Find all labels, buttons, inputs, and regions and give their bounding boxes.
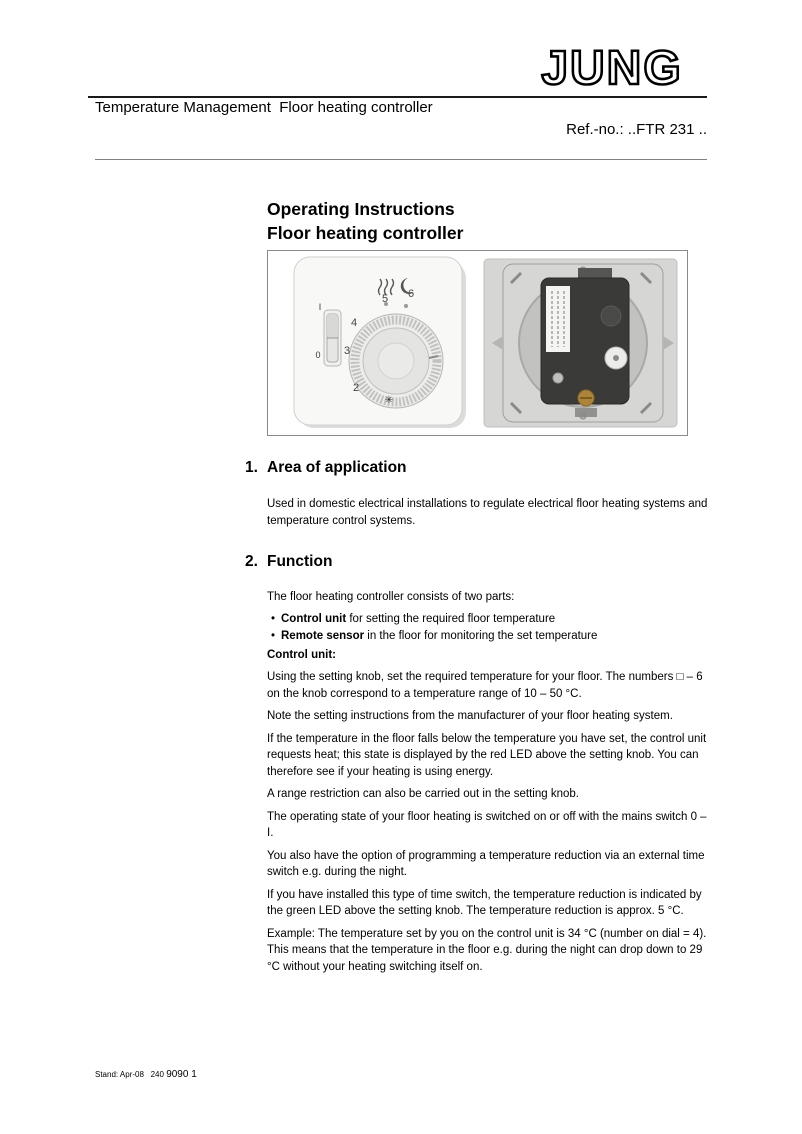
- ref-number: Ref.-no.: ..FTR 231 ..: [566, 121, 707, 138]
- subheading-control-unit: Control unit:: [267, 648, 336, 661]
- setting-knob: [349, 314, 443, 408]
- document-title: [267, 197, 463, 245]
- document-title-line2: Floor heating controller: [267, 223, 464, 243]
- section-2-number: 2.: [245, 553, 258, 570]
- section-1-title: Area of application: [267, 459, 407, 476]
- paragraph: Using the setting knob, set the required temperature for your floor. The numbers □ – 6 on the knob correspond to a temperature range of 10 – 50 °C.: [267, 671, 703, 700]
- mains-switch: [324, 310, 341, 366]
- dial-number-5: 5: [381, 293, 389, 305]
- flush-mounted-insert-photo: [483, 258, 679, 428]
- dial-number-3: 3: [343, 345, 351, 357]
- list-item: [267, 611, 709, 628]
- document-title-line1: Operating Instructions: [267, 199, 455, 219]
- jung-logo-text: JUNG: [541, 42, 683, 94]
- brass-screw: [578, 390, 594, 406]
- page-footer: [95, 1069, 197, 1080]
- product-figure: [267, 250, 688, 436]
- paragraph: Example: The temperature set by you on the control unit is 34 °C (number on dial = 4). This means that the temperature in the floor e.g. during the night can drop down to 29 °C without your heating switching itself on.: [267, 927, 707, 973]
- jung-logo: [516, 40, 708, 94]
- footer-stand: Stand: Apr-08: [95, 1070, 144, 1079]
- header-rule: [88, 96, 707, 98]
- section-2-body: [267, 589, 709, 981]
- list-item: [267, 628, 709, 645]
- section-1-heading: [245, 459, 407, 477]
- switch-label-on: I: [318, 302, 322, 312]
- bullet-text: in the floor for monitoring the set temperature: [364, 629, 598, 642]
- snowflake-icon: ✳: [384, 395, 394, 406]
- bullet-marker: •: [271, 629, 276, 642]
- paragraph: Note the setting instructions from the manufacturer of your floor heating system.: [267, 710, 673, 722]
- section-1-number: 1.: [245, 459, 258, 476]
- section-2-title: Function: [267, 553, 333, 570]
- section-1-body: [267, 496, 709, 535]
- ceramic-component-hole: [613, 355, 619, 361]
- switch-label-off: 0: [315, 350, 321, 360]
- dial-number-2: 2: [352, 382, 360, 394]
- header-product-line: Temperature Management Floor heating controller: [95, 99, 433, 116]
- small-screw: [553, 373, 563, 383]
- paragraph: You also have the option of programming a temperature reduction via an external time switch e.g. during the night.: [267, 849, 705, 878]
- paragraph: A range restriction can also be carried out in the setting knob.: [267, 788, 579, 800]
- dial-number-6: 6: [407, 288, 415, 300]
- green-led: [404, 304, 408, 308]
- bottom-tab: [575, 408, 597, 417]
- paragraph: If the temperature in the floor falls below the temperature you have set, the control unit requests heat; this state is displayed by the red LED above the setting knob. You can therefore see if your heating is using energy.: [267, 732, 707, 778]
- bullet-bold-term: Remote sensor: [281, 629, 365, 642]
- bullet-marker: •: [271, 612, 276, 625]
- bullet-list: [267, 611, 709, 645]
- bullet-text: for setting the required floor temperature: [346, 612, 556, 625]
- control-unit-photo: [280, 254, 476, 432]
- section-2-heading: [245, 553, 332, 571]
- paragraph: Used in domestic electrical installations to regulate electrical floor heating systems and temperature control systems.: [267, 498, 708, 527]
- dial-number-4: 4: [350, 317, 358, 329]
- footer-code-large: 9090 1: [166, 1069, 197, 1080]
- paragraph: If you have installed this type of time switch, the temperature reduction is indicated by the green LED above the setting knob. The temperature reduction is approx. 5 °C.: [267, 888, 702, 917]
- header-sub-rule: [95, 159, 707, 160]
- coil-component: [601, 306, 621, 326]
- bullet-bold-term: Control unit: [281, 612, 347, 625]
- footer-code-small: 240: [150, 1070, 164, 1079]
- type-label-sticker: [546, 286, 570, 352]
- paragraph: The operating state of your floor heating is switched on or off with the mains switch 0 – I.: [267, 810, 707, 839]
- paragraph: The floor heating controller consists of two parts:: [267, 591, 515, 603]
